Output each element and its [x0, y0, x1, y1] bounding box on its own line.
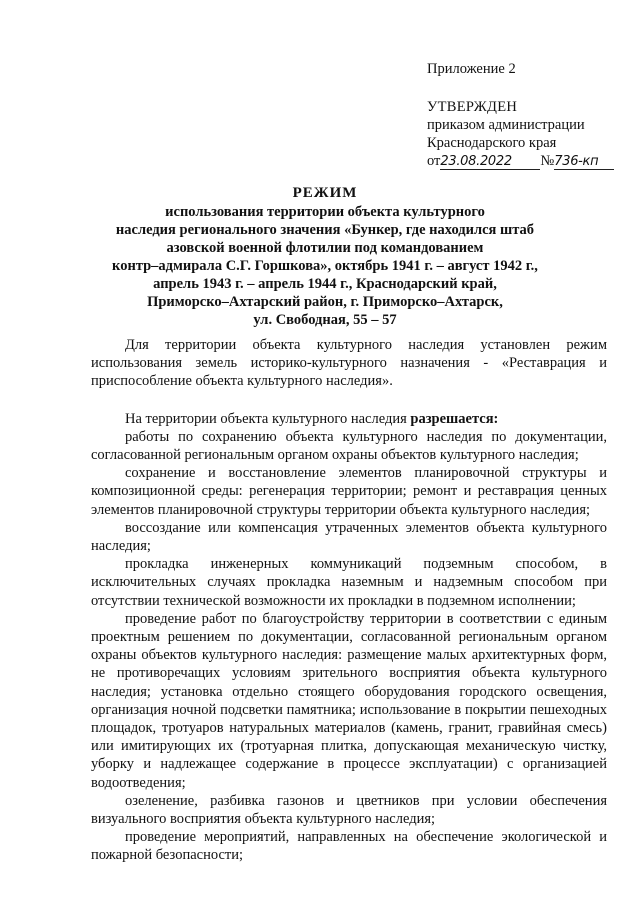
allowed-word: разрешается: [410, 410, 499, 427]
title-line: наследия регионального значения «Бункер, где находился штаб [115, 222, 535, 238]
list-item: озеленение, разбивка газонов и цветников при условии обеспечения визуального восприятия объекта культурного наследия; [91, 792, 607, 828]
intro-paragraph: Для территории объекта культурного наследия установлен режим использования земель историко-культурного назначения - «Реставрация и приспособление объекта культурного наследия». [91, 337, 607, 390]
title-line: Приморско–Ахтарский район, г. Приморско–Ахтарск, [147, 294, 503, 310]
handwritten-number: 736-кп [554, 154, 614, 170]
title-line: ул. Свободная, 55 – 57 [253, 312, 397, 328]
approval-date-line [427, 152, 632, 170]
approval-block [427, 98, 632, 170]
document-body [91, 336, 607, 865]
approved-title: УТВЕРЖДЕН [427, 99, 518, 115]
list-item: проведение мероприятий, направленных на обеспечение экологической и пожарной безопасности; [91, 829, 607, 864]
list-item: сохранение и восстановление элементов планировочной структуры и композиционной среды: регенерация территории; ремонт и реставрация ценных элементов планировочной структуры территории объекта культурного наследия; [91, 465, 607, 518]
title-line: апрель 1943 г. – апрель 1944 г., Краснодарский край, [153, 276, 497, 292]
handwritten-date: 23.08.2022 [440, 154, 540, 170]
title-line: контр–адмирала С.Г. Горшкова», октябрь 1941 г. – август 1942 г., [112, 258, 538, 274]
allowed-lead: На территории объекта культурного наследия [125, 410, 411, 427]
approved-line: приказом администрации [427, 117, 585, 133]
list-item: воссоздание или компенсация утраченных элементов объекта культурного наследия; [91, 519, 607, 555]
approved-line: Краснодарского края [427, 135, 557, 151]
number-prefix: № [540, 153, 555, 169]
allowed-heading [91, 410, 607, 428]
list-item: проведение работ по благоустройству территории в соответствии с единым проектным решением по документации, согласованной региональным органом охраны объектов культурного наследия: размещение малых архитектурных форм, не противоречащих условиям зрительного восприятия объекта культурного наследия; установка отдельно стоящего оборудования городского освещения, организация ночной подсветки памятника; использование в покрытии пешеходных площадок, тротуаров натуральных материалов (камень, гранит, гравийная смесь) или имитирующих их (тротуарная плитка, допускающая механическую чистку, уборку и надлежащее содержание в процессе эксплуатации) с организацией водоотведения; [91, 610, 607, 791]
title-line: азовской военной флотилии под командованием [166, 240, 484, 256]
title-heading: РЕЖИМ [292, 185, 358, 201]
appendix-label: Приложение 2 [427, 61, 516, 77]
date-prefix: от [427, 153, 441, 169]
list-item: работы по сохранению объекта культурного наследия по документации, согласованной региональным органом охраны объектов культурного наследия; [91, 428, 607, 464]
title-line: использования территории объекта культурного [165, 204, 485, 220]
document-title [90, 184, 560, 329]
list-item: прокладка инженерных коммуникаций подземным способом, в исключительных случаях прокладка наземным и надземным способом при отсутствии технической возможности их прокладки в подземном исполнении; [91, 556, 607, 609]
